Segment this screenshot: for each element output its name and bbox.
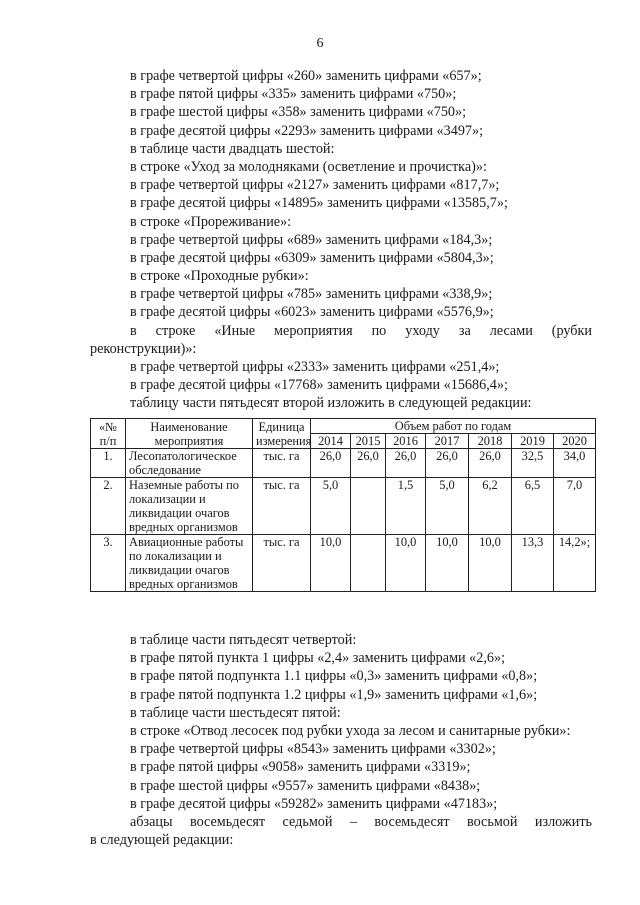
- amendments-top: [90, 67, 592, 413]
- col-header-year: 2014: [311, 434, 351, 449]
- col-header-unit: Единица измерения: [253, 419, 311, 449]
- text-line: в строке «Проходные рубки»:: [130, 268, 309, 285]
- measure-name: Наземные работы по локализации и ликвидации очагов вредных организмов: [126, 478, 253, 535]
- text-line: в графе четвертой цифры «260» заменить цифрами «657»;: [130, 68, 482, 84]
- measure-name: Авиационные работы по локализации и ликвидации очагов вредных организмов: [126, 535, 253, 592]
- text-line: в графе четвертой цифры «785» заменить цифрами «338,9»;: [130, 286, 493, 303]
- text-line: в графе пятой подпункта 1.2 цифры «1,9» заменить цифрами «1,6»;: [130, 686, 538, 703]
- text-line: абзацы восемьдесят седьмой – восемьдесят восьмой изложить: [130, 813, 592, 830]
- col-header-year: 2015: [351, 434, 386, 449]
- text-line: в строке «Иные мероприятия по уходу за лесами (рубки: [130, 322, 592, 339]
- text-line: в графе десятой цифры «59282» заменить цифрами «47183»;: [130, 795, 498, 812]
- value-cell: [351, 478, 386, 535]
- text-line: в строке «Уход за молодняками (осветление и прочистка)»:: [130, 158, 487, 175]
- table-row: [91, 535, 596, 592]
- col-header-volume: Объем работ по годам: [311, 419, 596, 434]
- value-cell: 6,5: [512, 478, 554, 535]
- text-line: в строке «Прореживание»:: [130, 213, 292, 230]
- table-row: [91, 478, 596, 535]
- text-line: в графе четвертой цифры «8543» заменить цифрами «3302»;: [130, 741, 496, 758]
- unit-cell: тыс. га: [253, 535, 311, 592]
- value-cell: 10,0: [311, 535, 351, 592]
- col-header-year: 2020: [554, 434, 596, 449]
- text-line: в графе шестой цифры «358» заменить цифрами «750»;: [130, 104, 467, 121]
- text-line: в графе пятой пункта 1 цифры «2,4» заменить цифрами «2,6»;: [130, 650, 506, 667]
- value-cell: 1,5: [386, 478, 426, 535]
- value-cell: 5,0: [426, 478, 469, 535]
- text-line: в графе пятой цифры «9058» заменить цифрами «3319»;: [130, 759, 471, 776]
- text-line: в графе десятой цифры «6309» заменить цифрами «5804,3»;: [130, 249, 494, 266]
- col-header-num: «№ п/п: [91, 419, 126, 449]
- value-cell: 26,0: [386, 449, 426, 478]
- col-header-year: 2016: [386, 434, 426, 449]
- col-header-year: 2019: [512, 434, 554, 449]
- text-line: в строке «Отвод лесосек под рубки ухода за лесом и санитарные рубки»:: [130, 722, 571, 739]
- value-cell: 26,0: [426, 449, 469, 478]
- row-number: 3.: [91, 535, 126, 592]
- text-line: в графе шестой цифры «9557» заменить цифрами «8438»;: [130, 777, 481, 794]
- value-cell: 10,0: [386, 535, 426, 592]
- value-cell: [351, 535, 386, 592]
- value-cell: 6,2: [469, 478, 512, 535]
- col-header-year: 2017: [426, 434, 469, 449]
- row-number: 1.: [91, 449, 126, 478]
- value-cell: 26,0: [351, 449, 386, 478]
- text-line: в графе десятой цифры «17768» заменить цифрами «15686,4»;: [130, 377, 508, 394]
- text-line: в графе пятой подпункта 1.1 цифры «0,3» заменить цифрами «0,8»;: [130, 668, 538, 685]
- text-line: в таблице части двадцать шестой:: [130, 140, 335, 157]
- unit-cell: тыс. га: [253, 449, 311, 478]
- unit-cell: тыс. га: [253, 478, 311, 535]
- text-line: в таблице части шестьдесят пятой:: [130, 704, 341, 721]
- value-cell: 14,2»;: [554, 535, 596, 592]
- text-line: в графе пятой цифры «335» заменить цифрами «750»;: [130, 86, 457, 103]
- text-line: в таблице части пятьдесят четвертой:: [130, 632, 357, 648]
- text-line: в графе четвертой цифры «689» заменить цифрами «184,3»;: [130, 231, 493, 248]
- value-cell: 34,0: [554, 449, 596, 478]
- value-cell: 13,3: [512, 535, 554, 592]
- col-header-name: Наименование мероприятия: [126, 419, 253, 449]
- amendments-bottom: [90, 631, 592, 849]
- text-line: таблицу части пятьдесят второй изложить в следующей редакции:: [130, 395, 532, 412]
- text-line: в следующей редакции:: [90, 832, 234, 849]
- value-cell: 32,5: [512, 449, 554, 478]
- value-cell: 10,0: [469, 535, 512, 592]
- value-cell: 26,0: [311, 449, 351, 478]
- measures-table: [90, 418, 596, 592]
- text-line: в графе десятой цифры «2293» заменить цифрами «3497»;: [130, 122, 484, 139]
- text-line: в графе десятой цифры «14895» заменить цифрами «13585,7»;: [130, 195, 508, 212]
- row-number: 2.: [91, 478, 126, 535]
- value-cell: 26,0: [469, 449, 512, 478]
- page-number: 6: [316, 36, 324, 51]
- table-row: [91, 449, 596, 478]
- col-header-year: 2018: [469, 434, 512, 449]
- text-line: в графе четвертой цифры «2333» заменить цифрами «251,4»;: [130, 359, 500, 375]
- measure-name: Лесопатологическое обследование: [126, 449, 253, 478]
- value-cell: 5,0: [311, 478, 351, 535]
- text-line: реконструкции)»:: [90, 340, 197, 357]
- text-line: в графе десятой цифры «6023» заменить цифрами «5576,9»;: [130, 304, 494, 321]
- value-cell: 7,0: [554, 478, 596, 535]
- value-cell: 10,0: [426, 535, 469, 592]
- text-line: в графе четвертой цифры «2127» заменить цифрами «817,7»;: [130, 177, 500, 194]
